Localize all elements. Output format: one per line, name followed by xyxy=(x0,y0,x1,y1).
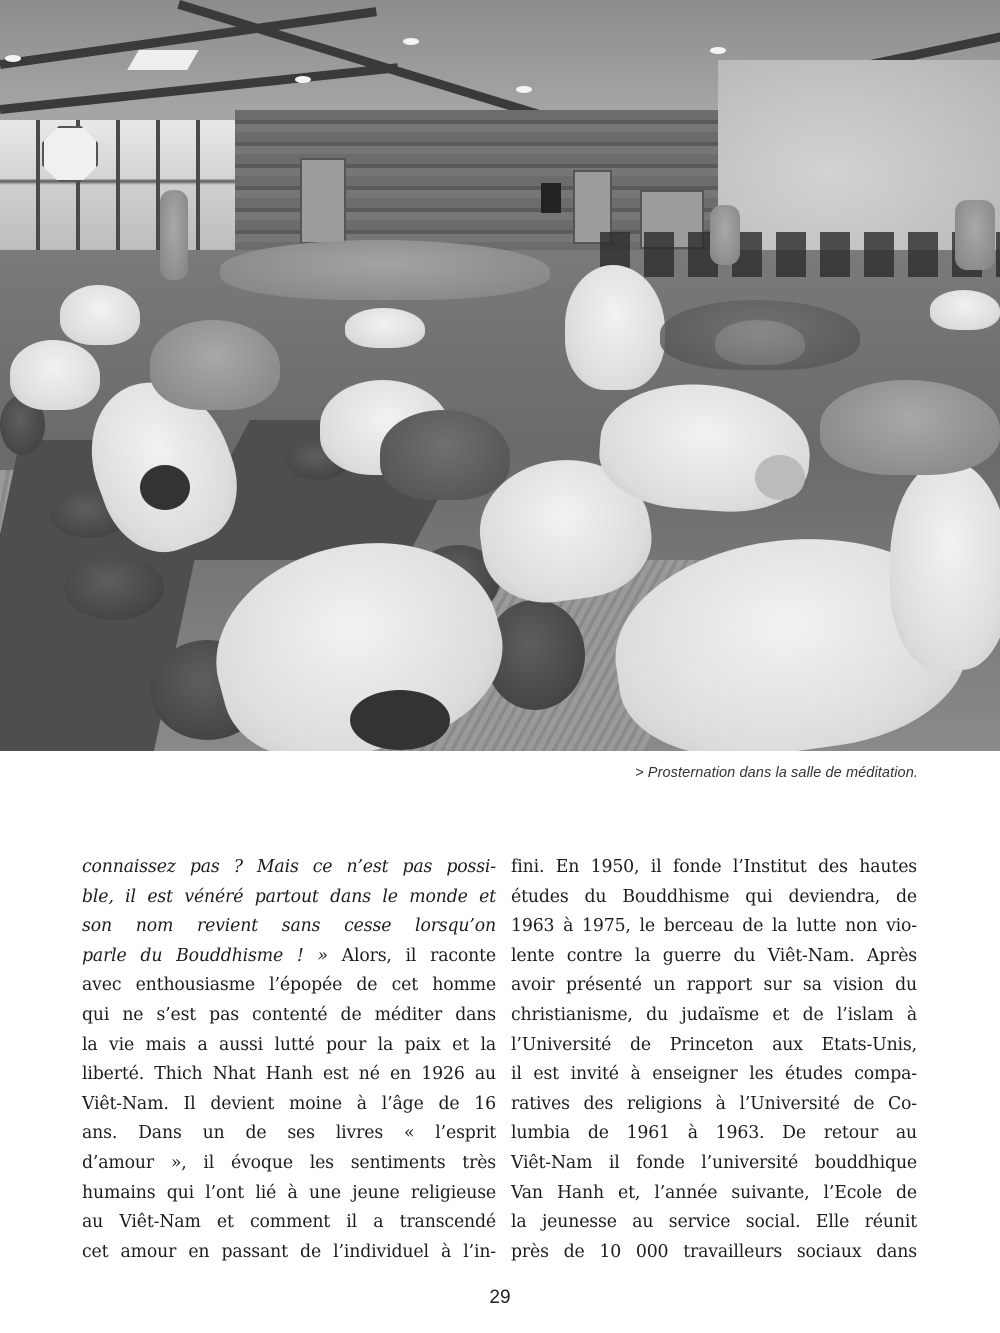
text-roman: ans. Dans un de ses livres « l’esprit xyxy=(82,1123,496,1144)
text-roman: d’amour », il évoque les sentiments très xyxy=(82,1152,496,1173)
text-roman: près de 10 000 travailleurs sociaux dans xyxy=(511,1241,917,1262)
text-italic: ble, il est vénéré partout dans le monde et xyxy=(82,886,496,907)
page-number: 29 xyxy=(489,1287,511,1308)
text-roman: l’Université de Princeton aux Etats-Unis, xyxy=(511,1034,917,1055)
text-italic: connaissez pas ? Mais ce n’est pas possi- xyxy=(82,857,496,877)
text-line xyxy=(82,883,496,913)
text-line xyxy=(82,1179,496,1209)
photo-seated-person xyxy=(710,205,740,265)
photo-cushion xyxy=(64,555,164,620)
text-roman: la jeunesse au service social. Elle réunit xyxy=(511,1212,917,1233)
photo-person xyxy=(150,320,280,410)
text-line xyxy=(82,1031,496,1061)
photo-person-head xyxy=(140,465,190,510)
photo-person-head xyxy=(350,690,450,750)
photo-person xyxy=(10,340,100,410)
text-roman: humains qui l’ont lié à une jeune religieuse xyxy=(82,1182,496,1203)
text-roman: études du Bouddhisme qui deviendra, de xyxy=(511,886,917,907)
photo-ceiling-light xyxy=(710,47,726,54)
text-line xyxy=(511,1149,917,1179)
text-line xyxy=(511,1001,917,1031)
text-roman: Alors, il raconte xyxy=(327,945,496,966)
text-roman: Viêt-Nam. Il devient moine à l’âge de 16 xyxy=(82,1093,496,1114)
text-line xyxy=(82,1238,496,1268)
photo-person xyxy=(380,410,510,500)
text-roman: 1963 à 1975, le berceau de la lutte non vio- xyxy=(511,916,917,937)
text-line xyxy=(511,1119,917,1149)
text-line xyxy=(82,942,496,972)
photo-chairs-row xyxy=(600,232,1000,277)
text-italic: son nom revient sans cesse lorsqu’on xyxy=(82,916,496,937)
text-line xyxy=(82,1001,496,1031)
text-roman: lumbia de 1961 à 1963. De retour au xyxy=(511,1123,917,1144)
text-roman: fini. En 1950, il fonde l’Institut des hautes xyxy=(511,857,917,877)
photo-ceiling-light xyxy=(403,38,419,45)
text-line xyxy=(82,1149,496,1179)
text-column-right xyxy=(511,853,917,1267)
text-roman: Viêt-Nam il fonde l’université bouddhique xyxy=(511,1152,917,1173)
photo-skylight xyxy=(127,50,199,70)
text-line xyxy=(511,883,917,913)
photo-seated-person xyxy=(955,200,995,270)
text-line xyxy=(511,1208,917,1238)
text-line xyxy=(511,971,917,1001)
text-roman: lente contre la guerre du Viêt-Nam. Après xyxy=(511,945,917,966)
text-line xyxy=(82,971,496,1001)
photo-speaker xyxy=(541,183,561,213)
photo-standing-person xyxy=(160,190,188,280)
photo-crowd-back xyxy=(220,240,550,300)
text-roman: ratives des religions à l’Université de Co- xyxy=(511,1093,917,1114)
text-line xyxy=(82,853,496,883)
text-roman: au Viêt-Nam et comment il a transcendé xyxy=(82,1212,496,1233)
text-roman: Van Hanh et, l’année suivante, l’Ecole de xyxy=(511,1182,917,1203)
text-line xyxy=(511,1060,917,1090)
text-line xyxy=(511,1238,917,1268)
text-roman: qui ne s’est pas contenté de méditer dans xyxy=(82,1004,496,1025)
text-line xyxy=(82,912,496,942)
text-line xyxy=(511,912,917,942)
text-line xyxy=(511,1031,917,1061)
photo-ceiling-light xyxy=(295,76,311,83)
text-line xyxy=(511,1090,917,1120)
photo-door xyxy=(300,158,346,244)
photo-ceiling-light xyxy=(516,86,532,93)
text-italic: parle du Bouddhisme ! » xyxy=(82,945,328,966)
photo-person xyxy=(60,285,140,345)
text-line xyxy=(82,1119,496,1149)
photo-person xyxy=(890,460,1000,670)
photo-windows xyxy=(0,120,240,250)
text-roman: il est invité à enseigner les études compa- xyxy=(511,1064,917,1085)
photo-person-head xyxy=(755,455,805,500)
photo-person xyxy=(820,380,1000,475)
photo-crowd-back xyxy=(660,300,860,370)
photo-ceiling-light xyxy=(5,55,21,62)
text-roman: christianisme, du judaïsme et de l’islam à xyxy=(511,1004,917,1025)
text-roman: avec enthousiasme l’épopée de cet homme xyxy=(82,975,496,996)
text-column-left xyxy=(82,853,496,1267)
photo-person xyxy=(345,308,425,348)
text-line xyxy=(82,1208,496,1238)
text-roman: la vie mais a aussi lutté pour la paix et la xyxy=(82,1034,496,1055)
text-line xyxy=(82,1060,496,1090)
photo-person xyxy=(565,265,665,390)
text-roman: liberté. Thich Nhat Hanh est né en 1926 au xyxy=(82,1064,496,1085)
text-line xyxy=(511,1179,917,1209)
text-line xyxy=(82,1090,496,1120)
text-line xyxy=(511,942,917,972)
text-roman: cet amour en passant de l’individuel à l’in- xyxy=(82,1241,496,1262)
photo-person xyxy=(930,290,1000,330)
text-line xyxy=(511,853,917,883)
photo-caption: > Prosternation dans la salle de méditation. xyxy=(635,765,918,781)
text-roman: avoir présenté un rapport sur sa vision du xyxy=(511,975,917,996)
